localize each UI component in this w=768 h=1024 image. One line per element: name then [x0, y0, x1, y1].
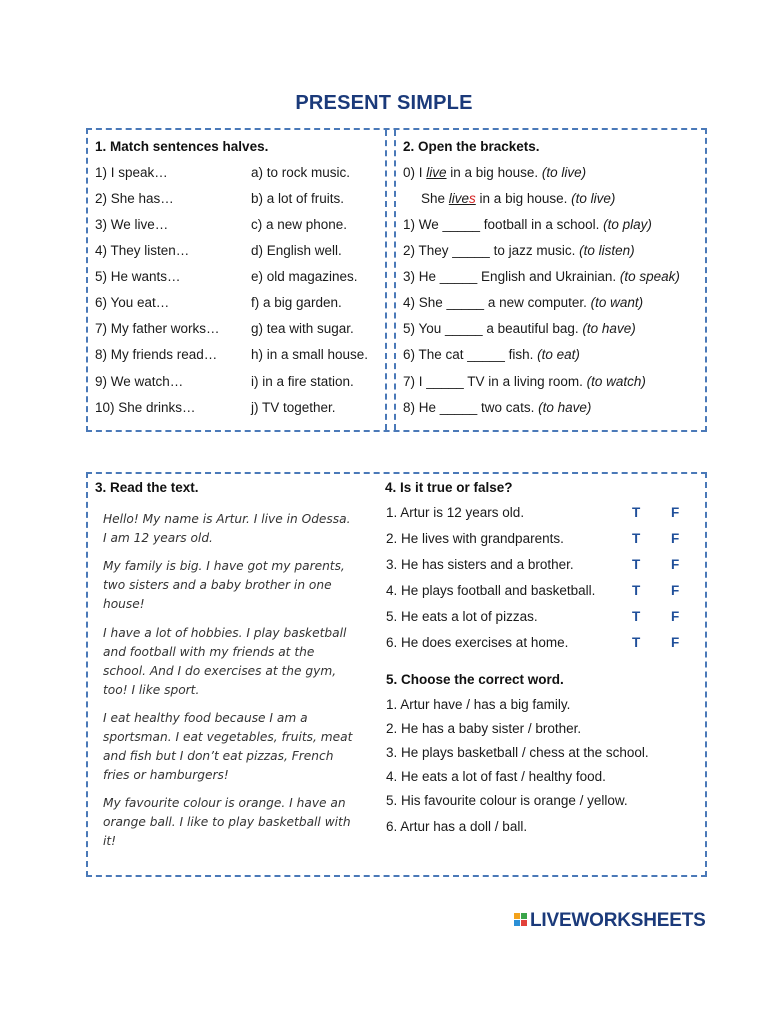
match-right-a: a) to rock music. [251, 165, 351, 180]
brackets-item-1: 1) We _____ football in a school. (to play) [403, 217, 652, 232]
tf-item-6: 6. He does exercises at home. [386, 635, 569, 650]
match-right-g: g) tea with sugar. [251, 321, 354, 336]
story-paragraph-2: My family is big. I have got my parents, two sisters and a baby brother in one house! [103, 559, 345, 611]
match-left-4: 4) They listen… [95, 243, 190, 258]
false-option-4[interactable]: F [671, 583, 680, 598]
brackets-item-2: 2) They _____ to jazz music. (to listen) [403, 243, 635, 258]
logo-text: LIVEWORKSHEETS [530, 910, 706, 931]
true-option-2[interactable]: T [632, 531, 641, 546]
match-right-h: h) in a small house. [251, 347, 369, 362]
brackets-item-4: 4) She _____ a new computer. (to want) [403, 295, 644, 310]
story-paragraph-1: Hello! My name is Artur. I live in Odessa. I am 12 years old. [103, 512, 351, 545]
tf-item-1: 1. Artur is 12 years old. [386, 505, 525, 520]
choose-item-3: 3. He plays basketball / chess at the school. [386, 745, 649, 760]
match-left-9: 9) We watch… [95, 374, 184, 389]
story-paragraph-3: I have a lot of hobbies. I play basketball and football with my friends at the school. And I do exercises at the gym, too! I like sport. [103, 626, 347, 697]
story-paragraph-4: I eat healthy food because I am a sportsman. I eat vegetables, fruits, meat and fish but I don’t eat pizzas, French fries or hamburgers! [103, 711, 353, 782]
logo-icon [514, 913, 528, 927]
false-option-6[interactable]: F [671, 635, 680, 650]
false-option-5[interactable]: F [671, 609, 680, 624]
top-box-divider [385, 130, 387, 430]
true-option-3[interactable]: T [632, 557, 641, 572]
section3-heading: 3. Read the text. [95, 480, 199, 495]
true-option-5[interactable]: T [632, 609, 641, 624]
match-left-10: 10) She drinks… [95, 400, 196, 415]
true-option-4[interactable]: T [632, 583, 641, 598]
brackets-item-8: 8) He _____ two cats. (to have) [403, 400, 592, 415]
false-option-3[interactable]: F [671, 557, 680, 572]
section1-heading: 1. Match sentences halves. [95, 139, 269, 154]
match-right-e: e) old magazines. [251, 269, 358, 284]
section2-heading: 2. Open the brackets. [403, 139, 540, 154]
tf-item-5: 5. He eats a lot of pizzas. [386, 609, 538, 624]
choose-item-1: 1. Artur have / has a big family. [386, 697, 571, 712]
page-title: PRESENT SIMPLE [295, 92, 473, 114]
match-left-2: 2) She has… [95, 191, 174, 206]
match-right-f: f) a big garden. [251, 295, 342, 310]
match-right-b: b) a lot of fruits. [251, 191, 345, 206]
match-left-1: 1) I speak… [95, 165, 168, 180]
tf-item-2: 2. He lives with grandparents. [386, 531, 564, 546]
choose-item-4: 4. He eats a lot of fast / healthy food. [386, 769, 606, 784]
brackets-item-6: 6) The cat _____ fish. (to eat) [403, 347, 580, 362]
match-right-j: j) TV together. [251, 400, 336, 415]
choose-item-6: 6. Artur has a doll / ball. [386, 819, 528, 834]
match-right-i: i) in a fire station. [251, 374, 354, 389]
brackets-item-7: 7) I _____ TV in a living room. (to watch) [403, 374, 646, 389]
true-option-6[interactable]: T [632, 635, 641, 650]
false-option-2[interactable]: F [671, 531, 680, 546]
match-left-8: 8) My friends read… [95, 347, 218, 362]
brackets-example-1: 0) I live in a big house. (to live) [403, 165, 587, 180]
liveworksheets-logo [514, 910, 706, 932]
match-right-d: d) English well. [251, 243, 342, 258]
match-left-7: 7) My father works… [95, 321, 220, 336]
section5-heading: 5. Choose the correct word. [386, 672, 564, 687]
top-box-divider-2 [394, 130, 396, 430]
match-left-5: 5) He wants… [95, 269, 181, 284]
section4-heading: 4. Is it true or false? [385, 480, 513, 495]
match-left-6: 6) You eat… [95, 295, 170, 310]
choose-item-5: 5. His favourite colour is orange / yellow. [386, 793, 628, 808]
brackets-item-3: 3) He _____ English and Ukrainian. (to speak) [403, 269, 680, 284]
true-option-1[interactable]: T [632, 505, 641, 520]
false-option-1[interactable]: F [671, 505, 680, 520]
choose-item-2: 2. He has a baby sister / brother. [386, 721, 582, 736]
match-right-c: c) a new phone. [251, 217, 348, 232]
tf-item-3: 3. He has sisters and a brother. [386, 557, 574, 572]
story-paragraph-5: My favourite colour is orange. I have an orange ball. I like to play basketball with it! [103, 796, 351, 848]
brackets-example-2: She lives in a big house. (to live) [421, 191, 616, 206]
brackets-item-5: 5) You _____ a beautiful bag. (to have) [403, 321, 636, 336]
tf-item-4: 4. He plays football and basketball. [386, 583, 596, 598]
match-left-3: 3) We live… [95, 217, 169, 232]
